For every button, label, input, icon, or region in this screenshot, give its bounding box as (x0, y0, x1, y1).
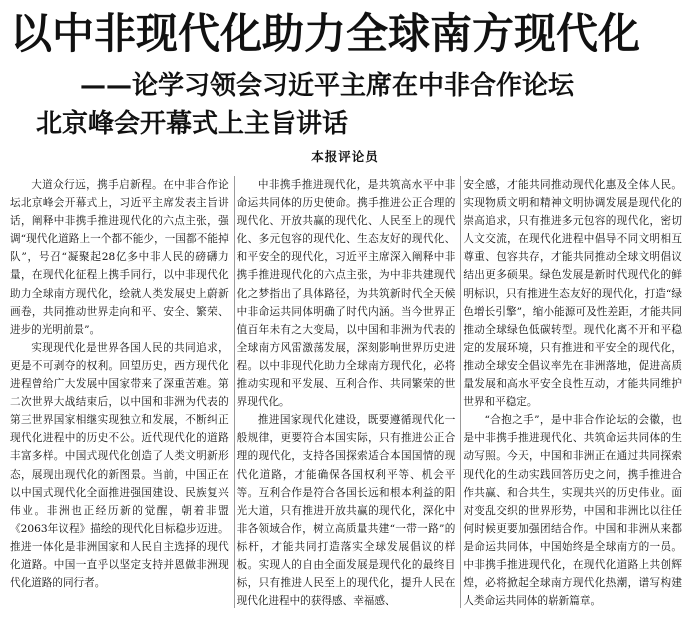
article-column-1 (10, 176, 229, 612)
headline: 以中非现代化助力全球南方现代化 (10, 9, 641, 58)
paragraph: “合抱之手”，是中非合作论坛的会徽，也是中非携手推进现代化、共筑命运共同体的生动写照。今天，中国和非洲正在通过共同探索现代化的生动实践回答历史之问，携手推进合作共赢、和合共生，实现共兴的历史伟业。面对变乱交织的世界形势，中国和非洲比以往任何时候更要加强团结合作。中国和非洲从来都是命运共同体，中国始终是全球南方的一员。中非携手推进现代化，在现代化道路上共创辉煌，必将掀起全球南方现代化热潮，谱写构建人类命运共同体的崭新篇章。 (463, 414, 683, 608)
article-column-3 (463, 176, 682, 612)
paragraph: 大道众行远，携手启新程。在中非合作论坛北京峰会开幕式上，习近平主席发表主旨讲话，阐释中非携手推进现代化的六点主张，强调“现代化道路上一个都不能少，一国都不能掉队”，号召“凝聚起28亿多中非人民的磅礴力量，在现代化征程上携手同行，以中非现代化助力全球南方现代化，绘就人类发展史上蔚新画卷，共同推动世界走向和平、安全、繁荣、进步的光明前景”。 (10, 179, 229, 336)
paragraph: 推进国家现代化建设，既要遵循现代化一般规律，更要符合本国实际，只有推进公正合理的现代化，支持各国探索适合本国国情的现代化道路，才能确保各国权利平等、机会平等。互利合作是符合各国长远和根本利益的阳光大道，只有推进开放共赢的现代化，深化中非各领域合作，树立高质量共建“一带一路”的标杆，才能共同打造落实全球发展倡议的样板。实现人的自由全面发展是现代化的最终目标，只有推进人民至上的现代化，提升人民在现代化进程中的获得感、幸福感、 (236, 414, 456, 608)
subheadline-line-1: ——论学习领会习近平主席在中非合作论坛 (80, 71, 575, 101)
paragraph: 安全感，才能共同推动现代化惠及全体人民。实现物质文明和精神文明协调发展是现代化的崇高追求，只有推进多元包容的现代化，密切人文交流，在现代化进程中倡导不同文明相互尊重、包容共存，才能共同推动全球文明倡议结出更多硕果。绿色发展是新时代现代化的鲜明标识，只有推进生态友好的现代化，打造“绿色增长引擎”，缩小能源可及性差距，才能共同推动全球绿色低碳转型。现代化离不开和平稳定的发展环境，只有推进和平安全的现代化，推动全球安全倡议率先在非洲落地，促进高质量发展和高水平安全良性互动，才能共同维护世界和平稳定。 (463, 179, 683, 409)
paragraph: 实现现代化是世界各国人民的共同追求，更是不可剥夺的权利。回望历史，西方现代化进程曾给广大发展中国家带来了深重苦难。第二次世界大战结束后，以中国和非洲为代表的第三世界国家相继实现独立和发展，不断纠正现代化进程中的历史不公。近代现代化的道路丰富多样。中国式现代化创造了人类文明新形态，展现出现代化的新图景。当前，中国正在以中国式现代化全面推进强国建设、民族复兴伟业。非洲也正经历新的觉醒，朝着非盟《2063年议程》描绘的现代化目标稳步迈进。推进一体化是非洲国家和人民自主选择的现代化道路。中国一直乎以坚定支持并恩做非洲现代化道路的同行者。 (10, 341, 229, 590)
article-column-2 (237, 176, 456, 612)
byline: 本报评论员 (311, 149, 379, 164)
subheadline-line-2: 北京峰会开幕式上主旨讲话 (36, 109, 349, 139)
paragraph: 中非携手推进现代化，是共筑高水平中非命运共同体的历史使命。携手推进公正合理的现代化、开放共赢的现代化、人民至上的现代化、多元包容的现代化、生态友好的现代化、和平安全的现代化，习近平主席深入阐释中非携手推进现代化的六点主张，为中非共建现代化之梦指出了具体路径，为共筑新时代全天候中非命运共同体明确了时代内涵。当今世界正值百年未有之大变局，以中国和非洲为代表的全球南方风雷激荡发展，深刻影响世界历史进程。以中非现代化助力全球南方现代化，必将推动实现和平发展、互利合作、共同繁荣的世界现代化。 (236, 179, 456, 409)
article-body (10, 176, 682, 612)
